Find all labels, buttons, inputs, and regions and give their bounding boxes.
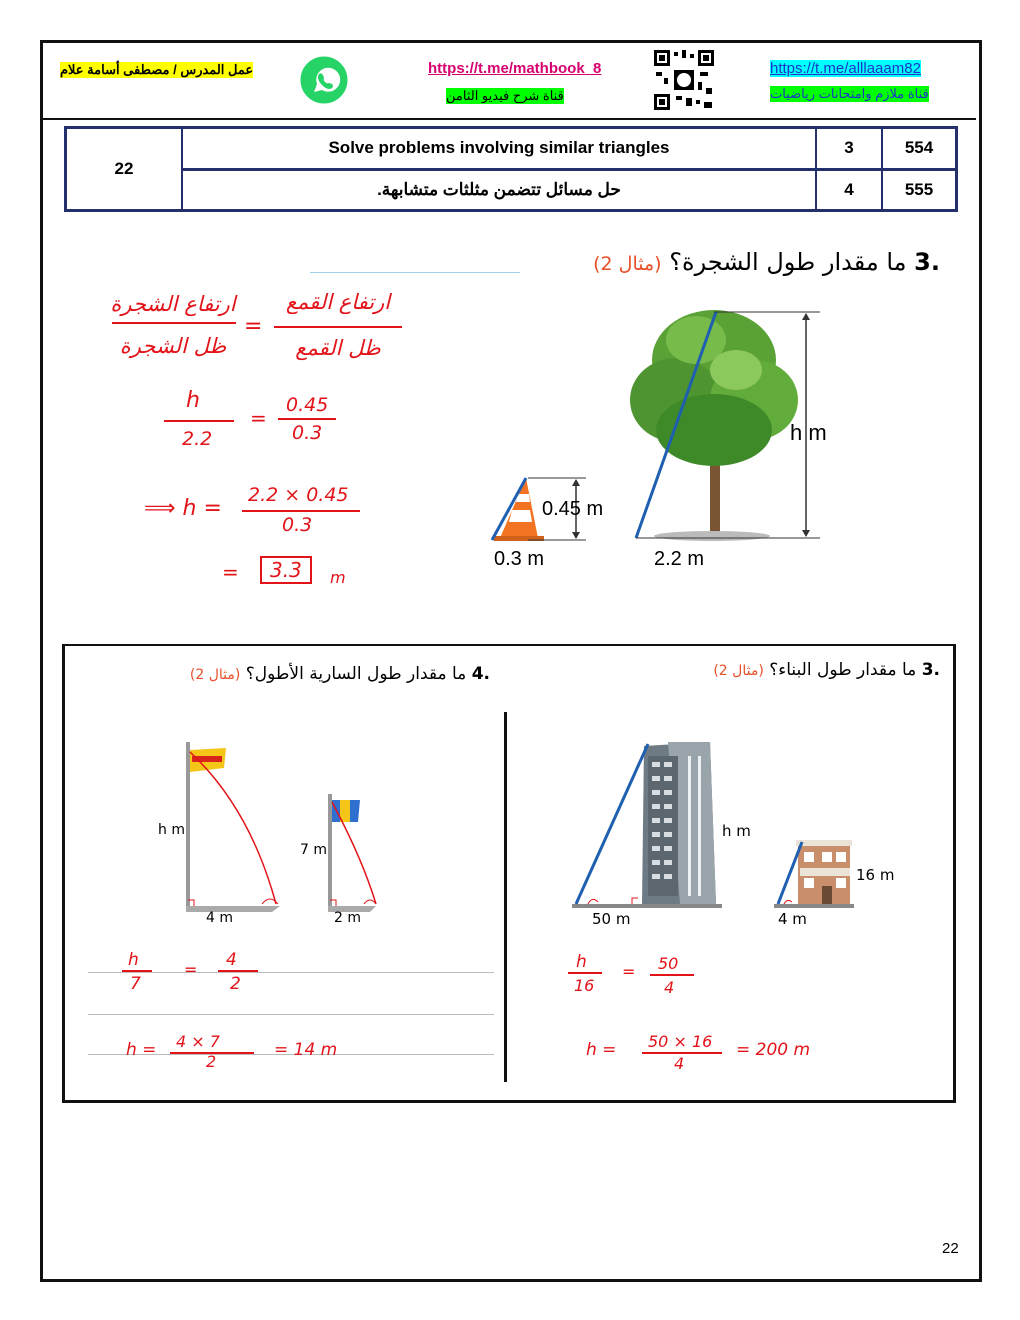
work-h: h [576, 952, 587, 972]
tree-height-label: h m [790, 420, 827, 445]
flag-4-label: 4 m [206, 910, 233, 926]
objective-page-a: 4 [816, 169, 882, 211]
answer-line [310, 272, 520, 273]
building-h-label: h m [722, 822, 751, 840]
objective-page-a: 3 [816, 128, 882, 170]
objective-page-b: 555 [882, 169, 957, 211]
tree [630, 310, 798, 541]
building-16-label: 16 m [856, 866, 895, 884]
alllaaam-link[interactable]: https://t.me/alllaaam82 [770, 60, 921, 77]
work-num2: 0.45 [286, 394, 329, 416]
panel-divider [504, 712, 507, 1082]
building-4-label: 4 m [778, 910, 807, 928]
mathbook-link[interactable]: https://t.me/mathbook_8 [428, 60, 602, 77]
traffic-cone [492, 478, 544, 541]
example-ref: (مثال 2) [189, 667, 241, 683]
fraction-bar [278, 418, 336, 420]
work-den1: 16 [574, 976, 595, 995]
result-box: 3.3 [260, 556, 312, 584]
ratio-cone-shadow: ظل القمع [295, 336, 381, 360]
teacher-credit: عمل المدرس / مصطفى أسامة علام [60, 62, 254, 77]
objective-english: Solve problems involving similar triangles [182, 128, 816, 170]
work-h: h [186, 388, 200, 413]
cone-height-label: 0.45 m [542, 498, 604, 520]
equals-sign: = [250, 406, 267, 430]
fraction-bar [274, 326, 402, 328]
work-result: = 200 m [736, 1040, 811, 1060]
work-den3: 4 [674, 1054, 685, 1073]
skyscraper [642, 742, 716, 904]
work-den1: 7 [130, 974, 141, 994]
work-den3: 2 [206, 1052, 217, 1071]
flag-7-label: 7 m [300, 842, 327, 858]
work-lhs: h = [586, 1040, 617, 1060]
work-num3: 4 × 7 [176, 1032, 220, 1051]
small-building [796, 840, 852, 906]
objective-page-b: 554 [882, 128, 957, 170]
work-result: = 14 m [274, 1040, 338, 1060]
header-divider [42, 118, 976, 120]
work-num3: 50 × 16 [648, 1032, 713, 1051]
work-num3: 2.2 × 0.45 [248, 484, 349, 506]
question-number: 4. [471, 664, 490, 684]
ruled-line [88, 1014, 494, 1015]
flag-h-label: h m [158, 822, 185, 838]
page-number: 22 [942, 1240, 959, 1257]
work-den2: 0.3 [292, 422, 323, 444]
question-number: 3. [914, 248, 940, 276]
ruled-line [88, 972, 494, 973]
work-den1: 2.2 [182, 428, 213, 450]
question-4-title [150, 664, 490, 684]
equals-sign: = [622, 962, 636, 981]
work-den3: 0.3 [282, 514, 313, 536]
example-ref: (مثال 2) [713, 663, 764, 679]
flagpoles-figure [180, 738, 380, 914]
ratio-tree-shadow: ظل الشجرة [119, 334, 227, 358]
building-50-label: 50 m [592, 910, 631, 928]
objective-arabic: حل مسائل تتضمن مثلثات متشابهة. [182, 169, 816, 211]
work-num2: 50 [658, 954, 679, 973]
fraction-bar [568, 972, 602, 974]
fraction-bar [218, 970, 258, 972]
question-3b-title [610, 660, 940, 680]
question-text: ما مقدار طول الشجرة؟ [669, 248, 907, 276]
objectives-table [64, 126, 958, 212]
worksheets-channel-label: قناة ملازم وامتحانات رياضيات [770, 86, 929, 101]
lesson-number: 22 [66, 128, 183, 211]
cone-shadow-label: 0.3 m [494, 548, 545, 570]
fraction-bar [242, 510, 360, 512]
whatsapp-icon[interactable] [296, 52, 352, 108]
flag-2-label: 2 m [334, 910, 361, 926]
work-den2: 2 [230, 974, 241, 994]
ratio-tree-height: ارتفاع الشجرة [110, 292, 236, 316]
question-3-title [520, 248, 940, 276]
fraction-bar [650, 974, 694, 976]
equals-sign: = [184, 960, 198, 979]
example-ref: (مثال 2) [593, 253, 662, 275]
work-step: ⟹ h = [144, 496, 222, 521]
tree-shadow-label: 2.2 m [654, 548, 705, 570]
ratio-cone-height: ارتفاع القمع [285, 290, 391, 314]
qr-code-icon[interactable] [652, 48, 716, 112]
fraction-bar [122, 970, 152, 972]
work-h: h [128, 950, 139, 970]
tree-cone-figure [486, 300, 826, 580]
work-unit: m [330, 568, 346, 587]
work-den2: 4 [664, 978, 675, 997]
fraction-bar [164, 420, 234, 422]
question-number: 3. [921, 660, 940, 680]
equals-sign: = [222, 560, 239, 584]
fraction-bar [112, 322, 236, 324]
equals-sign: = [244, 314, 263, 339]
question-text: ما مقدار طول البناء؟ [769, 660, 917, 680]
work-num2: 4 [226, 950, 237, 970]
question-text: ما مقدار طول السارية الأطول؟ [245, 664, 467, 684]
video-channel-label: قناة شرح فيديو الثامن [446, 88, 564, 103]
work-lhs: h = [126, 1040, 157, 1060]
